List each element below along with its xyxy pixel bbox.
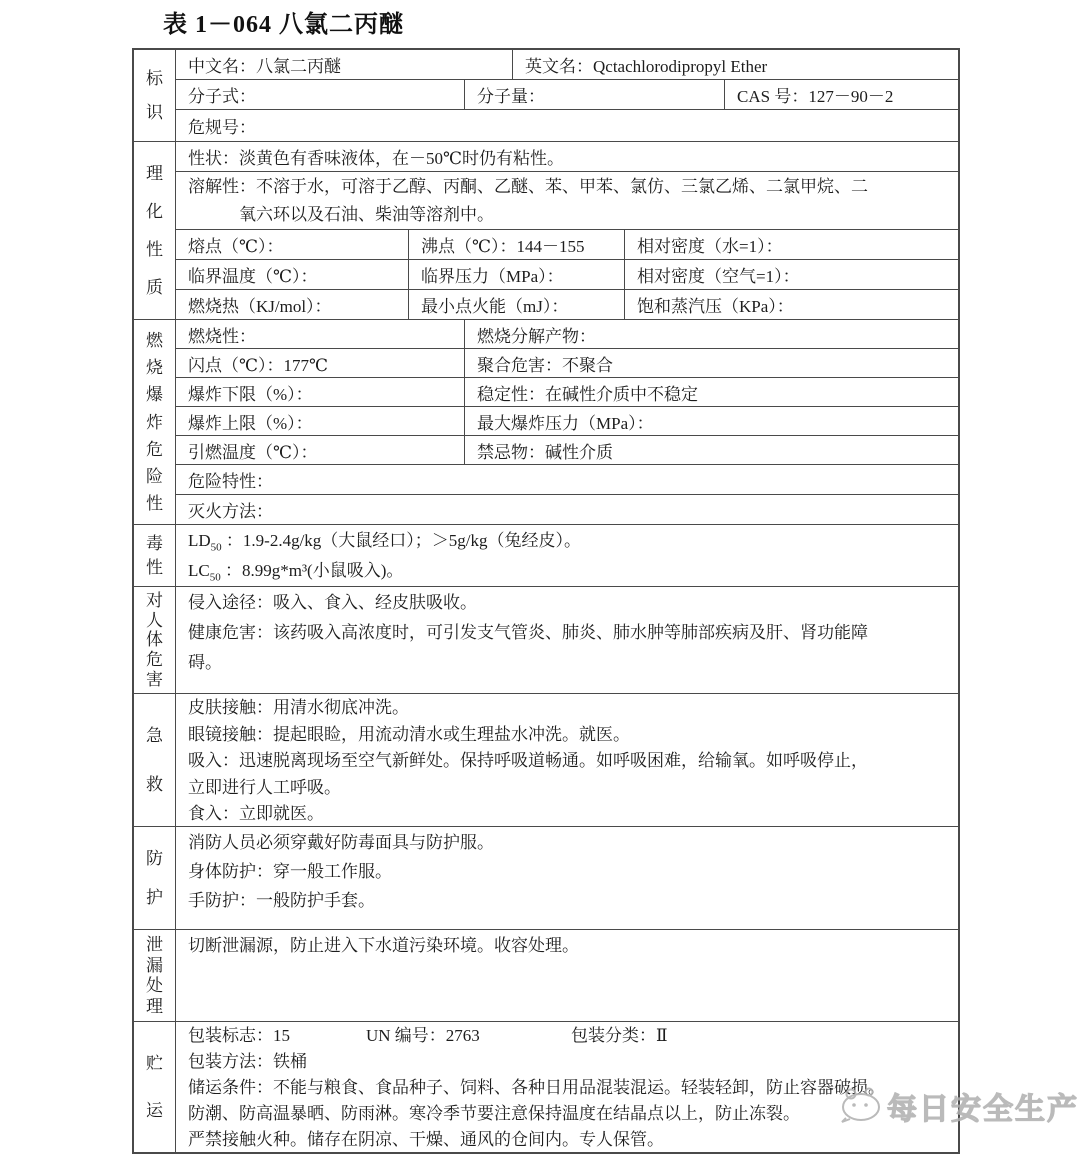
- cell-ld50: $LD_{50}$ ：1.9-2.4g/kg（大鼠经口）；＞5g/kg（兔经皮）。: [188, 531, 582, 554]
- cell-extinguishing-methods: 灭火方法：: [188, 502, 273, 521]
- cell-min-ignition-energy: 最小点火能（mJ）：: [408, 290, 624, 319]
- cell-relative-density-water: 相对密度（水=1）：: [624, 230, 958, 259]
- cell-skin-contact: 皮肤接触：用清水彻底冲洗。: [188, 698, 409, 717]
- cell-melting-point: 熔点（℃）：: [188, 237, 284, 256]
- row-storage: [176, 1022, 958, 1152]
- cell-cas-number: CAS 号：127－90－2: [724, 80, 958, 109]
- row-protection: [176, 827, 958, 929]
- section-first-aid: [134, 694, 958, 827]
- cell-stability: 稳定性：在碱性介质中不稳定: [464, 378, 958, 406]
- section-label-physchem: 理 化 性 质: [134, 142, 176, 319]
- section-label-first-aid: 急 救: [134, 694, 176, 826]
- row-health-hazard: [176, 587, 958, 693]
- cell-fire-protection: 消防人员必须穿戴好防毒面具与防护服。: [188, 833, 494, 852]
- cell-ignition-temperature: 引燃温度（℃）：: [188, 442, 318, 462]
- cell-combustion-heat: 燃烧热（KJ/mol）：: [188, 297, 332, 316]
- cell-danger-code: 危规号：: [188, 118, 256, 137]
- cell-packing-method: 包装方法：铁桶: [188, 1052, 307, 1071]
- row-ignition-temp: [176, 436, 958, 465]
- cell-critical-temperature: 临界温度（℃）：: [188, 267, 318, 286]
- section-storage: [134, 1022, 958, 1152]
- section-fire-explosion: [134, 320, 958, 525]
- row-hazard-characteristics: [176, 465, 958, 495]
- cell-packing-mark: 包装标志：15: [188, 1026, 290, 1045]
- cell-un-number: UN 编号：2763: [366, 1026, 480, 1045]
- row-toxicity: [176, 525, 958, 586]
- storage-packing-line: [188, 1023, 948, 1049]
- row-combustion: [176, 290, 958, 319]
- cell-solubility: [176, 172, 958, 229]
- cell-english-name: 英文名：Qctachlorodipropyl Ether: [512, 50, 958, 79]
- cell-toxicity-values: [176, 525, 958, 586]
- leakage-treatment-line: 切断泄漏源，防止进入下水道污染环境。收容处理。: [188, 936, 579, 955]
- cell-packing-class: 包装分类：Ⅱ: [571, 1026, 668, 1045]
- storage-conditions-line-3: 严禁接触火种。储存在阴凉、干燥、通风的仓间内。专人保管。: [188, 1130, 664, 1149]
- cell-boiling-point: 沸点（℃）：144－155: [408, 230, 624, 259]
- cell-hand-protection: 手防护：一般防护手套。: [188, 891, 375, 910]
- cell-appearance: 性状：淡黄色有香味液体，在－50℃时仍有粘性。: [188, 149, 565, 168]
- section-label-toxicity: 毒 性: [134, 525, 176, 586]
- cell-ingestion: 食入：立即就医。: [188, 804, 324, 823]
- row-explosion-upper: [176, 407, 958, 436]
- cell-body-protection: 身体防护：穿一般工作服。: [188, 862, 392, 881]
- cell-chinese-name: 中文名：八氯二丙醚: [188, 57, 341, 76]
- cell-health-hazard: [176, 587, 958, 693]
- cell-combustion-products: 燃烧分解产物：: [464, 320, 958, 348]
- health-hazard-line-2: 碍。: [188, 653, 222, 672]
- cell-protection: [176, 827, 958, 929]
- section-label-identification: 标 识: [134, 50, 176, 141]
- cell-flammability: 燃烧性：: [188, 326, 256, 346]
- cell-relative-density-air: 相对密度（空气=1）：: [624, 260, 958, 289]
- section-label-protection: 防 护: [134, 827, 176, 929]
- row-solubility: [176, 172, 958, 230]
- cell-saturated-vapor-pressure: 饱和蒸汽压（KPa）：: [624, 290, 958, 319]
- page-title: 表 1－064 八氯二丙醚: [163, 12, 404, 38]
- section-toxicity: [134, 525, 958, 587]
- cell-explosion-upper-limit: 爆炸上限（%）：: [188, 413, 313, 433]
- cell-explosion-lower-limit: 爆炸下限（%）：: [188, 384, 313, 404]
- section-label-storage: 贮 运: [134, 1022, 176, 1152]
- health-hazard-line-1: 健康危害：该药吸入高浓度时，可引发支气管炎、肺炎、肺水肿等肺部疾病及肝、肾功能障: [188, 623, 868, 642]
- row-critical: [176, 260, 958, 290]
- row-flammability: [176, 320, 958, 349]
- cell-inhalation-line-2: 立即进行人工呼吸。: [188, 777, 341, 797]
- cell-lc50: $LC_{50}$ ：8.99g*m³(小鼠吸入)。: [188, 561, 404, 584]
- cell-invasion-routes: 侵入途径：吸入、食入、经皮肤吸收。: [188, 593, 477, 612]
- watermark-text: 每日安全生产: [887, 1093, 1079, 1126]
- cell-first-aid: [176, 694, 958, 826]
- cell-hazard-characteristics: 危险特性：: [188, 472, 273, 491]
- solubility-line-2: 氧六环以及石油、柴油等溶剂中。: [239, 205, 494, 224]
- cell-eye-contact: 眼镜接触：提起眼睑，用流动清水或生理盐水冲洗。就医。: [188, 724, 630, 744]
- msds-table: [132, 48, 960, 1154]
- cell-storage: [176, 1022, 958, 1152]
- cell-leakage-treatment: [176, 930, 958, 1021]
- storage-conditions-line-2: 防潮、防高温暴晒、防雨淋。寒冷季节要注意保持温度在结晶点以上，防止冻裂。: [188, 1104, 800, 1123]
- row-first-aid: [176, 694, 958, 826]
- cell-inhalation-line-1: 吸入：迅速脱离现场至空气新鲜处。保持呼吸道畅通。如呼吸困难，给输氧。如呼吸停止，: [188, 751, 868, 770]
- section-leakage: [134, 930, 958, 1022]
- row-flash-point: [176, 349, 958, 378]
- cell-critical-pressure: 临界压力（MPa）：: [408, 260, 624, 289]
- cell-flash-point: 闪点（℃）：177℃: [188, 355, 329, 375]
- cell-molecular-formula: 分子式：: [188, 87, 256, 106]
- storage-conditions-line-1: 储运条件：不能与粮食、食品种子、饲料、各种日用品混装混运。轻装轻卸，防止容器破损。: [188, 1078, 885, 1097]
- row-extinguishing: [176, 495, 958, 524]
- row-melting-boiling: [176, 230, 958, 260]
- row-danger-code: [176, 110, 958, 141]
- section-label-health-hazard: 对 人 体 危 害: [134, 587, 176, 693]
- section-protection: [134, 827, 958, 930]
- section-identification: [134, 50, 958, 142]
- section-physchem: [134, 142, 958, 320]
- section-label-leakage: 泄 漏 处 理: [134, 930, 176, 1021]
- section-label-fire-explosion: 燃 烧 爆 炸 危 险 性: [134, 320, 176, 524]
- row-formula: [176, 80, 958, 110]
- cell-polymerization-hazard: 聚合危害：不聚合: [464, 349, 958, 377]
- cell-max-explosion-pressure: 最大爆炸压力（MPa）：: [464, 407, 958, 435]
- row-explosion-lower: [176, 378, 958, 407]
- row-appearance: [176, 142, 958, 172]
- solubility-line-1: 溶解性：不溶于水，可溶于乙醇、丙酮、乙醚、苯、甲苯、氯仿、三氯乙烯、二氯甲烷、二: [188, 177, 868, 196]
- section-health-hazard: [134, 587, 958, 694]
- row-leakage: [176, 930, 958, 1021]
- cell-incompatibilities: 禁忌物：碱性介质: [464, 436, 958, 464]
- cell-molecular-weight: 分子量：: [464, 80, 724, 109]
- row-names: [176, 50, 958, 80]
